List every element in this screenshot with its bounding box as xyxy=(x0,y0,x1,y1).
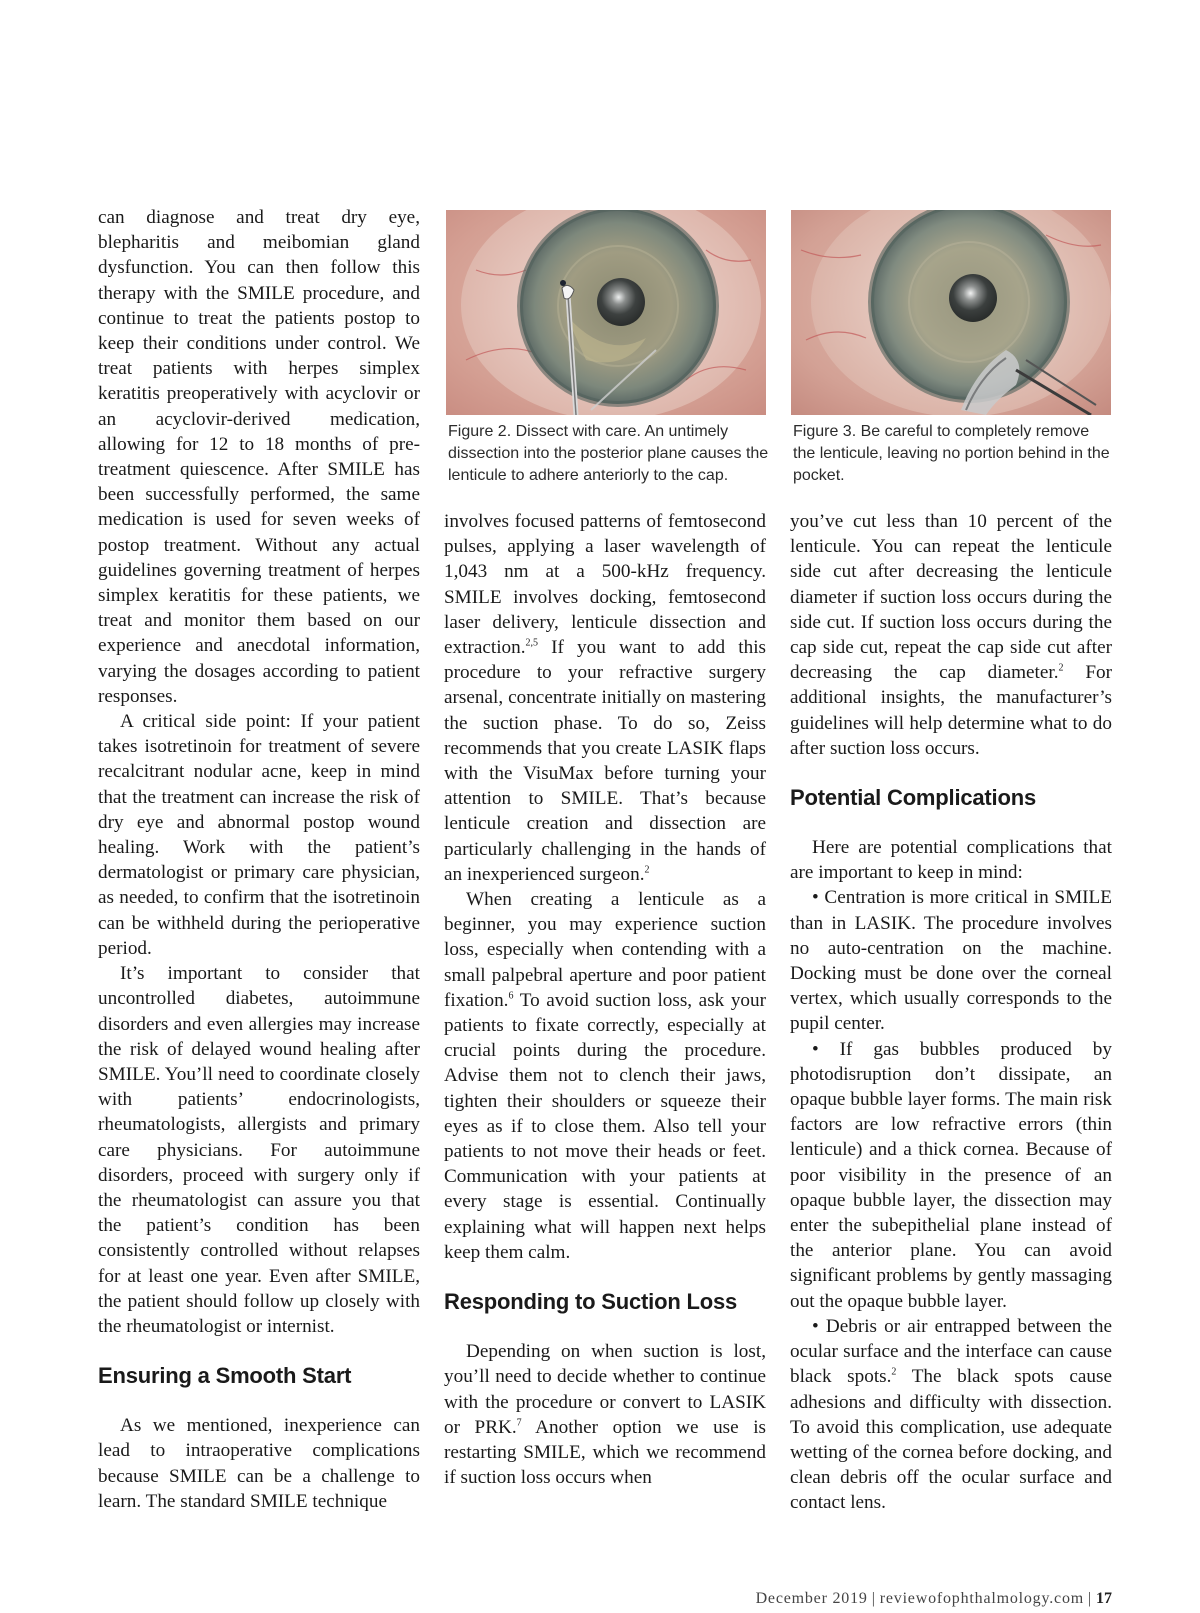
bullet-item: • Debris or air entrapped between the ocular surface and the interface can cause black spots.$^2$ The black spots cause adhesions and difficulty with dissection. To avoid this complication, use adequate wetting of the cornea before docking, and clean debris off the ocular surface and contact lens. xyxy=(790,1315,1112,1514)
paragraph: you’ve cut less than 10 percent of the lenticule. You can repeat the lenticule side cut after decreasing the lenticule diameter if suction loss occurs during the side cut. If suction loss occurs during the cap side cut, repeat the cap side cut after decreasing the cap diameter.$^2$ For additional insights, the manufacturer’s guidelines will help determine what to do after suction loss occurs. xyxy=(790,511,1112,759)
paragraph: A critical side point: If your patient takes isotretinoin for treatment of severe recalcitrant nodular acne, keep in mind that the treatment can increase the risk of dry eye and abnormal postop wound healing. Work with the patient’s dermatologist or primary care physician, as needed, to confirm that the isotretinoin can be withheld during the perioperative period. xyxy=(98,711,420,959)
figure-2-eye-photo xyxy=(446,210,766,415)
page-footer: December 2019 | reviewofophthalmology.com | 17 xyxy=(755,1590,1112,1607)
section-heading: Responding to Suction Loss xyxy=(444,1289,738,1315)
paragraph: It’s important to consider that uncontrolled diabetes, autoimmune disorders and even allergies may increase the risk of delayed wound healing after SMILE. You’ll need to coordinate closely with patients’ endocrinologists, rheumatologists, allergists and primary care physicians. For autoimmune disorders, proceed with surgery only if the rheumatologist can assure you that the patient’s condition has been consistently controlled without relapses for at least one year. Even after SMILE, the patient should follow up closely with the rheumatologist or internist. xyxy=(98,963,420,1337)
section-heading: Ensuring a Smooth Start xyxy=(98,1363,352,1389)
text-column-3 xyxy=(790,509,1112,1516)
figure-3-caption: Figure 3. Be careful to completely remove the lenticule, leaving no portion behind in the pocket. xyxy=(793,423,1110,484)
issue-date: December 2019 xyxy=(755,1590,868,1607)
paragraph: As we mentioned, inexperience can lead to intraoperative complications because SMILE can be a challenge to learn. The standard SMILE technique xyxy=(98,1415,420,1512)
text-column-1 xyxy=(98,205,420,1514)
website-url: reviewofophthalmology.com xyxy=(879,1590,1084,1607)
figure-3-eye-photo xyxy=(791,210,1111,415)
page-number: 17 xyxy=(1096,1590,1112,1607)
paragraph: Here are potential complications that are important to keep in mind: xyxy=(790,837,1112,884)
paragraph: When creating a lenticule as a beginner, you may experience suction loss, especially when contending with a small palpebral aperture and poor patient fixation.$^6$ To avoid suction loss, ask your patients to fixate correctly, especially at crucial points during the procedure. Advise them not to clench their jaws, tighten their shoulders or squeeze their eyes as if to close them. Also tell your patients to not move their heads or feet. Communication with your patients at every stage is essential. Continually explaining what will happen next helps keep them calm. xyxy=(444,889,766,1263)
figure-2-caption: Figure 2. Dissect with care. An untimely dissection into the posterior plane causes the lenticule to adhere anteriorly to the cap. xyxy=(448,423,769,484)
section-heading: Potential Complications xyxy=(790,785,1036,811)
bullet-item: • If gas bubbles produced by photodisruption don’t dissipate, an opaque bubble layer forms. The main risk factors are low refractive errors (thin lenticule) and a thick cornea. Because of poor visibility in the presence of an opaque bubble layer, the dissection may enter the subepithelial plane instead of the anterior plane. You can avoid significant problems by gently massaging out the opaque bubble layer. xyxy=(790,1038,1112,1312)
text-column-2 xyxy=(444,509,766,1490)
paragraph: involves focused patterns of femtosecond pulses, applying a laser wavelength of 1,043 nm at a 500-kHz frequency. SMILE involves docking, femtosecond laser delivery, lenticule dissection and extraction.$^{2,5}$ If you want to add this procedure to your refractive surgery arsenal, concentrate initially on mastering the suction phase. To do so, Zeiss recommends that you create LASIK flaps with the VisuMax before turning your attention to SMILE. That’s because lenticule creation and dissection are particularly challenging in the hands of an inexperienced surgeon.$^2$ xyxy=(444,511,766,885)
bullet-item: • Centration is more critical in SMILE than in LASIK. The procedure involves no auto-centration on the machine. Docking must be done over the corneal vertex, which usually corresponds to the pupil center. xyxy=(790,887,1112,1035)
paragraph: Depending on when suction is lost, you’ll need to decide whether to continue with the procedure or convert to LASIK or PRK.$^7$ Another option we use is restarting SMILE, which we recommend if suction loss occurs when xyxy=(444,1341,766,1489)
paragraph: can diagnose and treat dry eye, blepharitis and meibomian gland dysfunction. You can then follow this therapy with the SMILE procedure, and continue to treat the patients postop to keep their conditions under control. We treat patients with herpes simplex keratitis preoperatively with acyclovir or an acyclovir-derived medication, allowing for 12 to 18 months of pre-treatment quiescence. After SMILE has been successfully performed, the same medication is used for seven weeks of postop treatment. Without any actual guidelines governing treatment of herpes simplex keratitis for these patients, we treat and monitor them based on our experience and anecdotal information, varying the dosages according to patient responses. xyxy=(98,207,420,707)
